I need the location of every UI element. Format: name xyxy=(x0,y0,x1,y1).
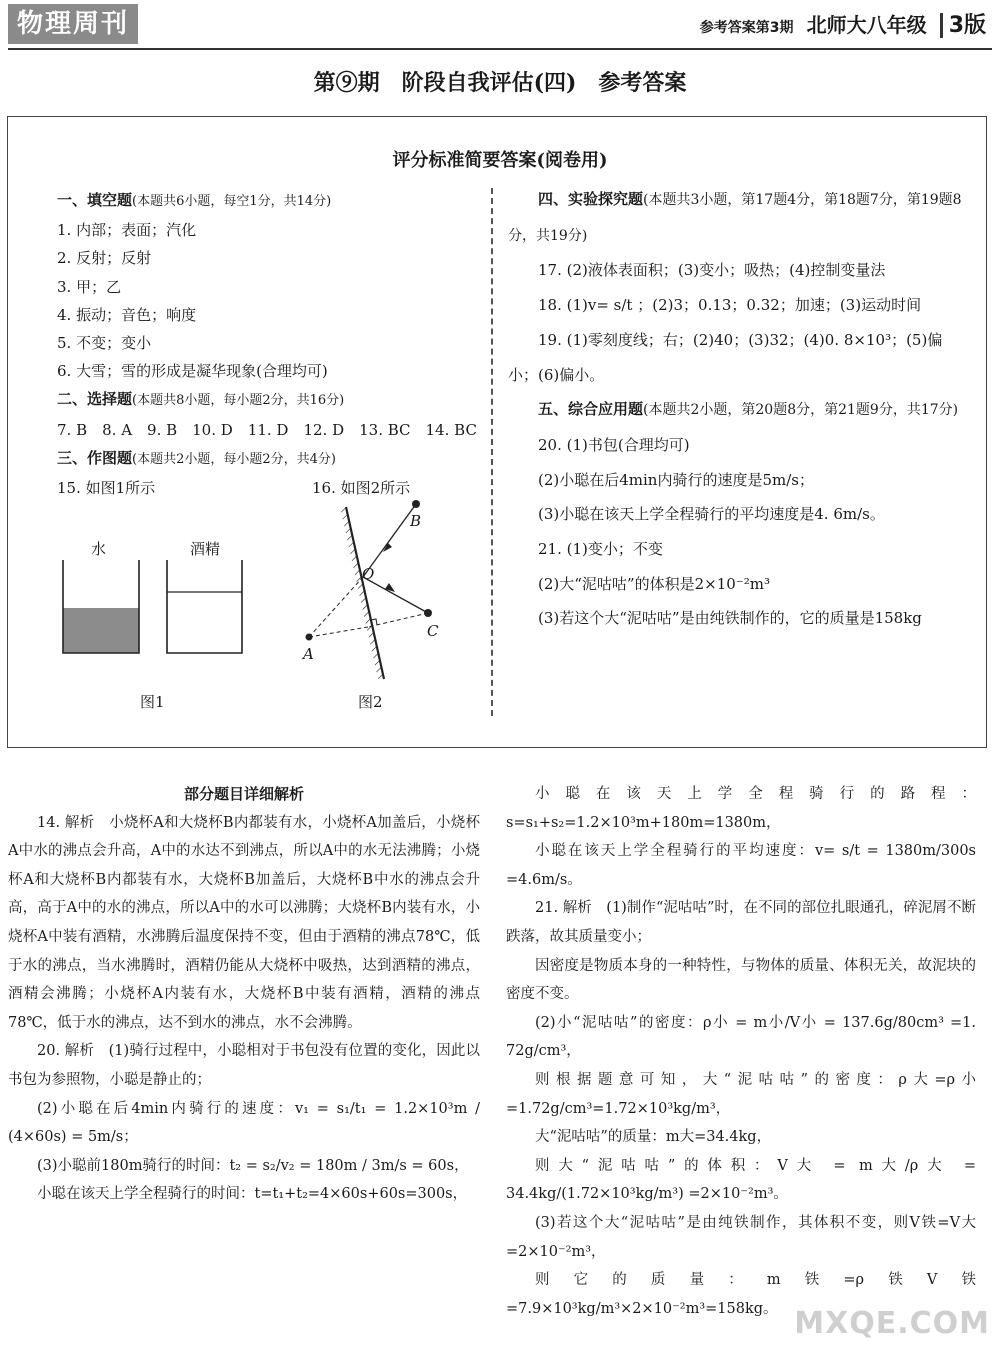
answer-2: 2. 反射；反射 xyxy=(57,249,152,268)
section-heading: 五、综合应用题 xyxy=(538,400,644,419)
explanation-20-1: 20. 解析 (1)骑行过程中，小聪相对于书包没有位置的变化，因此以书包为参照物，小聪是静止的； xyxy=(8,1043,480,1088)
choice-answer: 9. B xyxy=(147,420,178,439)
fig2-label-C: C xyxy=(427,622,439,640)
explanation-21-2: 因密度是物质本身的一种特性，与物体的质量、体积无关，故泥块的密度不变。 xyxy=(506,957,976,1003)
fig2-label-A: A xyxy=(303,645,314,663)
explanation-20-2: (2)小聪在后4min内骑行的速度：v₁ = s₁/t₁ = 1.2×10³m / (4×60s) = 5m/s； xyxy=(8,1100,480,1146)
header-rule xyxy=(8,48,992,50)
answer-4: 4. 振动；音色；响度 xyxy=(57,305,197,324)
explanation-20-3: (3)小聪前180m骑行的时间：t₂ = s₂/v₂ = 180m / 3m/s = 60s， xyxy=(37,1157,469,1174)
answer-3: 3. 甲；乙 xyxy=(57,277,122,296)
mirror xyxy=(346,507,384,679)
explanation-left-column xyxy=(8,780,480,1209)
fig1-label-alcohol: 酒精 xyxy=(190,540,221,558)
answer-19: 19. (1)零刻度线；右；(2)40；(3)32；(4)0. 8×10³；(5)偏小；(6)偏小。 xyxy=(508,330,943,384)
answer-1: 1. 内部；表面；汽化 xyxy=(57,221,197,240)
section-note: (本题共2小题，每小题2分，共4分) xyxy=(132,451,336,467)
choice-answer: 14. BC xyxy=(425,420,477,439)
point-B xyxy=(412,500,420,508)
explanation-21-3: (2)小“泥咕咕”的密度：ρ小 = m小/V小 = 137.6g/80cm³ =1. 72g/cm³， xyxy=(506,1014,976,1060)
answer-21-3: (3)若这个大“泥咕咕”是由纯铁制作的，它的质量是158kg xyxy=(538,609,922,628)
explanation-21-7: (3)若这个大“泥咕咕”是由纯铁制作，其体积不变，则V铁=V大=2×10⁻²m³， xyxy=(506,1214,976,1260)
section-note: (本题共6小题，每空1分，共14分) xyxy=(132,194,332,209)
section-note: (本题共8小题，每小题2分，共16分) xyxy=(132,393,345,409)
header-info xyxy=(700,8,986,39)
explanation-21-6: 则大“泥咕咕”的体积：V大 = m大/ρ大 = 34.4kg/(1.72×10³kg/m³) =2×10⁻²m³。 xyxy=(506,1157,976,1203)
choice-answer: 8. A xyxy=(102,420,133,439)
answer-right-column xyxy=(508,182,968,636)
alcohol-beaker xyxy=(167,560,242,653)
explanation-14: 14. 解析 小烧杯A和大烧杯B内都装有水，小烧杯A加盖后，小烧杯A中水的沸点会升高，A中的水达不到沸点，所以A中的水无法沸腾；小烧杯A和大烧杯B内都装有水，大烧杯B加盖后，大烧杯B中水的沸点会升高，高于A中的水的沸点，所以A中的水可以沸腾；大烧杯B内装有水，小烧杯A中装有酒精，水沸腾后温度保持不变，但由于酒精的沸点78℃，低于水的沸点，当水沸腾时，酒精仍能从大烧杯中吸热，达到酒精的沸点，酒精会沸腾；小烧杯A内装有水，大烧杯B中装有酒精，酒精的沸点78℃，低于水的沸点，达不到水的沸点，水不会沸腾。 xyxy=(8,814,480,1031)
choice-answer: 12. D xyxy=(303,420,345,439)
explanation-21-5: 大“泥咕咕”的质量：m大=34.4kg， xyxy=(535,1129,772,1146)
explanation-20-5: 小聪在该天上学全程骑行的路程：s=s₁+s₂=1.2×10³m+180m=1380m， xyxy=(506,786,976,831)
section-choice xyxy=(57,385,477,415)
choice-answer: 13. BC xyxy=(359,420,411,439)
figure-1-beakers xyxy=(55,530,255,660)
section-heading: 一、填空题 xyxy=(57,191,133,209)
explanation-21-8: 则它的质量：m铁=ρ铁V铁=7.9×10³kg/m³×2×10⁻²m³=158kg。 xyxy=(506,1272,976,1317)
explanation-subtitle: 部分题目详细解析 xyxy=(183,785,304,803)
answer-21-2: (2)大“泥咕咕”的体积是2×10⁻²m³ xyxy=(538,574,770,593)
grade-label: 北师大八年级 xyxy=(806,13,927,37)
choice-answer: 10. D xyxy=(192,420,233,439)
virtual-line-A xyxy=(309,627,368,637)
choice-answer: 7. B xyxy=(57,420,88,439)
version-label: 3版 xyxy=(940,13,986,38)
figure-2-reflection xyxy=(290,495,450,685)
point-C xyxy=(424,609,432,617)
answer-20-1: 20. (1)书包(合理均可) xyxy=(538,435,690,454)
explanation-20-6: 小聪在该天上学全程骑行的平均速度：v= s/t = 1380m/300s =4.6m/s。 xyxy=(506,843,976,888)
section-note: (本题共3小题，第17题4分，第18题7分，第19题8分，共19分) xyxy=(508,192,962,244)
issue-label: 参考答案第3期 xyxy=(699,20,794,36)
explanation-20-4: 小聪在该天上学全程骑行的时间：t=t₁+t₂=4×60s+60s=300s， xyxy=(37,1186,468,1203)
answer-16: 16. 如图2所示 xyxy=(312,479,411,498)
virtual-ray xyxy=(309,577,363,637)
explanation-21-1: 21. 解析 (1)制作“泥咕咕”时，在不同的部位扎眼通孔，碎泥屑不断跌落，故其质量变小； xyxy=(506,900,976,945)
point-A xyxy=(306,634,313,641)
answer-5: 5. 不变；变小 xyxy=(57,334,152,353)
section-drawing xyxy=(57,444,477,474)
answer-17: 17. (2)液体表面积；(3)变小；吸热；(4)控制变量法 xyxy=(538,261,886,280)
answer-box-title: 评分标准简要答案(阅卷用) xyxy=(392,150,608,171)
column-divider xyxy=(491,188,493,716)
answer-20-3: (3)小聪在该天上学全程骑行的平均速度是4. 6m/s。 xyxy=(538,505,885,524)
fig2-label-O: O xyxy=(362,565,375,583)
section-note: (本题共2小题，第20题8分，第21题9分，共17分) xyxy=(643,402,959,419)
section-heading: 三、作图题 xyxy=(57,448,133,467)
answer-18: 18. (1)v= s/t ；(2)3；0.13；0.32；加速；(3)运动时间 xyxy=(538,296,922,315)
masthead-logo: 物理周刊 xyxy=(8,4,138,44)
fig2-caption: 图2 xyxy=(358,693,383,711)
page-title: 第⑨期 阶段自我评估(四) 参考答案 xyxy=(313,70,687,96)
section-fill-blank xyxy=(57,186,477,216)
fig1-caption: 图1 xyxy=(140,693,165,711)
explanation-right-column xyxy=(506,780,976,1323)
section-heading: 二、选择题 xyxy=(57,390,133,409)
answer-20-2: (2)小聪在后4min内骑行的速度是5m/s； xyxy=(538,470,814,489)
fig1-label-water: 水 xyxy=(91,540,107,558)
choice-answers xyxy=(57,416,477,444)
answer-left-column xyxy=(57,186,477,502)
answer-6: 6. 大雪；雪的形成是凝华现象(合理均可) xyxy=(57,362,328,381)
section-heading: 四、实验探究题 xyxy=(538,190,644,208)
choice-answer: 11. D xyxy=(247,420,289,439)
explanation-21-4: 则根据题意可知，大“泥咕咕”的密度：ρ大=ρ小=1.72g/cm³=1.72×10³kg/m³， xyxy=(506,1071,976,1117)
answer-21-1: 21. (1)变小；不变 xyxy=(538,540,663,559)
answer-15: 15. 如图1所示 xyxy=(57,479,156,498)
water-fill xyxy=(63,608,139,653)
section-experiment xyxy=(508,182,968,253)
fig2-label-B: B xyxy=(410,512,422,530)
watermark: MXQE.COM xyxy=(794,1306,990,1341)
section-application xyxy=(508,392,968,428)
